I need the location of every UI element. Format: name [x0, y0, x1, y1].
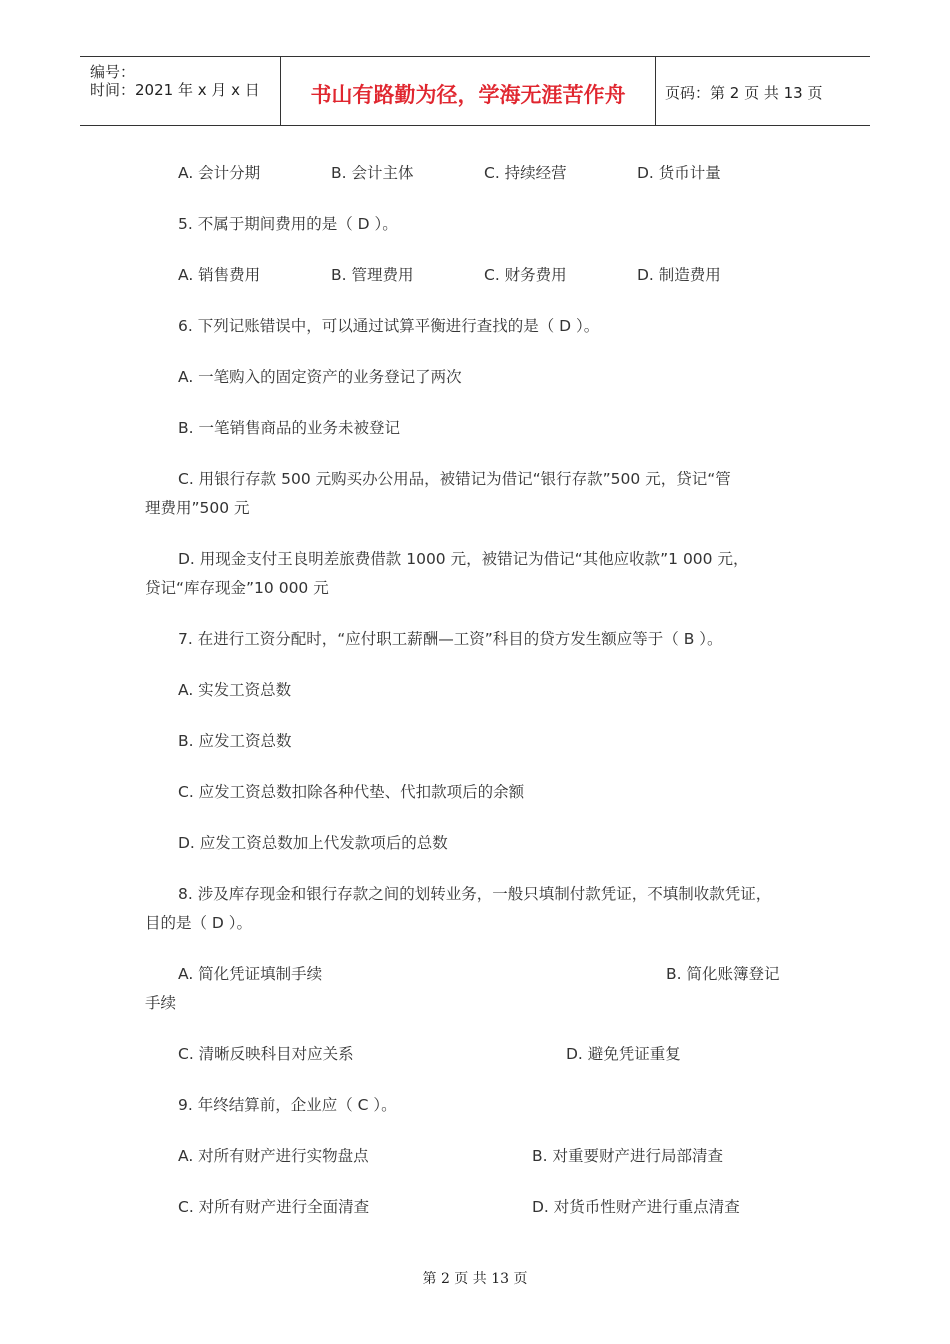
q7-option-c: C. 应发工资总数扣除各种代垫、代扣款项后的余额	[178, 783, 525, 801]
q9-stem: 9. 年终结算前，企业应（ C ）。	[178, 1096, 397, 1114]
header-left-cell	[80, 57, 280, 125]
motto: 书山有路勤为径，学海无涯苦作舟	[310, 82, 626, 107]
q8-option-d: D. 避免凭证重复	[566, 1045, 681, 1063]
q8-option-b-continued: 手续	[145, 994, 177, 1012]
q4-option-c: C. 持续经营	[484, 164, 567, 182]
q4-option-d: D. 货币计量	[637, 164, 721, 182]
header-motto-cell	[280, 57, 656, 125]
q4-option-b: B. 会计主体	[331, 164, 414, 182]
q5-option-a: A. 销售费用	[178, 266, 261, 284]
header-page-cell	[655, 57, 870, 125]
q6-option-d-line2: 贷记“库存现金”10 000 元	[145, 579, 329, 597]
q6-option-d-line1: D. 用现金支付王良明差旅费借款 1000 元，被错记为借记“其他应收款”1 000 元，	[178, 550, 749, 568]
q6-option-c-line2: 理费用”500 元	[145, 499, 250, 517]
q7-option-b: B. 应发工资总数	[178, 732, 292, 750]
q7-option-a: A. 实发工资总数	[178, 681, 292, 699]
q8-stem-line1: 8. 涉及库存现金和银行存款之间的划转业务，一般只填制付款凭证，不填制收款凭证，	[178, 885, 772, 903]
q7-stem: 7. 在进行工资分配时，“应付职工薪酬—工资”科目的贷方发生额应等于（ B ）。	[178, 630, 723, 648]
q9-option-c: C. 对所有财产进行全面清查	[178, 1198, 370, 1216]
q9-option-b: B. 对重要财产进行局部清查	[532, 1147, 723, 1165]
page-footer: 第 2 页 共 13 页	[422, 1271, 528, 1287]
q9-option-a: A. 对所有财产进行实物盘点	[178, 1147, 369, 1165]
q4-option-a: A. 会计分期	[178, 164, 261, 182]
header-page-info: 页码：第 2 页 共 13 页	[665, 84, 823, 102]
q6-stem: 6. 下列记账错误中，可以通过试算平衡进行查找的是（ D ）。	[178, 317, 600, 335]
document-number-label: 编号：	[90, 63, 136, 81]
q8-option-a: A. 简化凭证填制手续	[178, 965, 323, 983]
q8-stem-line2: 目的是（ D ）。	[145, 914, 253, 932]
q6-option-c-line1: C. 用银行存款 500 元购买办公用品，被错记为借记“银行存款”500 元，贷记“管	[178, 470, 731, 488]
q6-option-b: B. 一笔销售商品的业务未被登记	[178, 419, 400, 437]
document-date-label: 时间：2021 年 x 月 x 日	[90, 81, 260, 99]
q6-option-a: A. 一笔购入的固定资产的业务登记了两次	[178, 368, 462, 386]
q8-option-c: C. 清晰反映科目对应关系	[178, 1045, 354, 1063]
q8-option-b: B. 简化账簿登记	[666, 965, 780, 983]
q5-option-b: B. 管理费用	[331, 266, 414, 284]
q7-option-d: D. 应发工资总数加上代发款项后的总数	[178, 834, 448, 852]
q9-option-d: D. 对货币性财产进行重点清查	[532, 1198, 740, 1216]
q5-option-c: C. 财务费用	[484, 266, 567, 284]
page-header	[80, 56, 870, 126]
q5-option-d: D. 制造费用	[637, 266, 721, 284]
q5-stem: 5. 不属于期间费用的是（ D ）。	[178, 215, 398, 233]
